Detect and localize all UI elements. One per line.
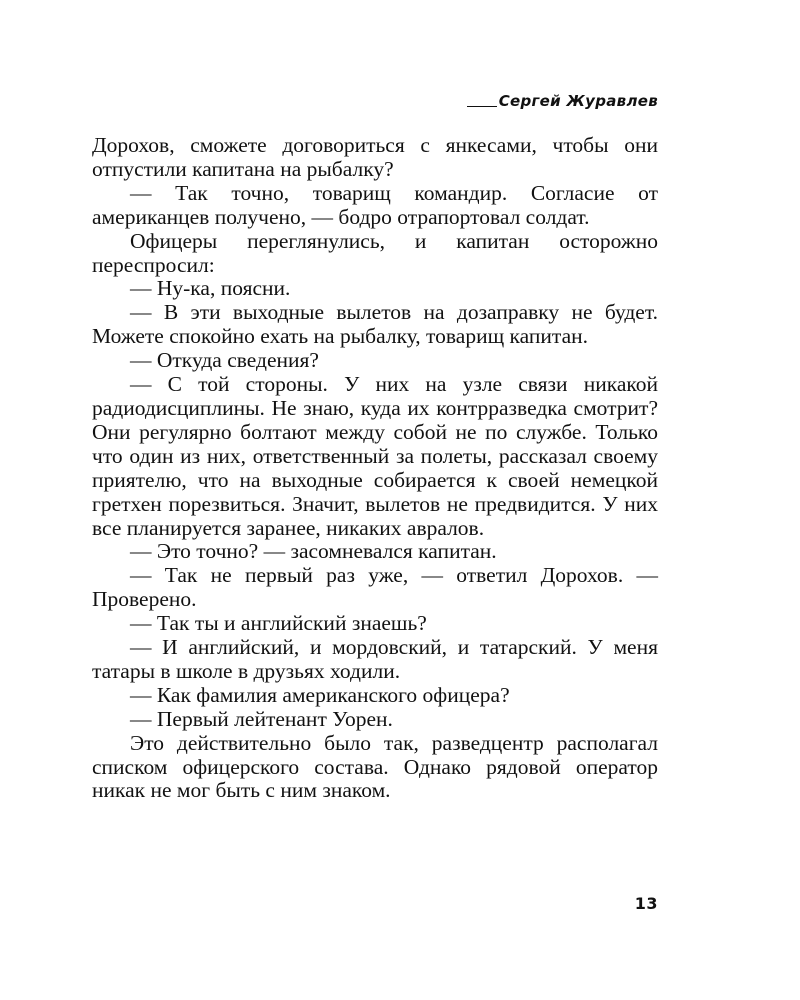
paragraph: — С той стороны. У них на узле связи никакой радиодисциплины. Не знаю, куда их контрразведка смотрит? Они регулярно болтают между собой не по службе. Только что один из них, ответственный за полеты, рассказал своему приятелю, что на выходные собирается к своей немецкой гретхен порезвиться. Значит, вылетов не предвидится. У них все планируется заранее, никаких авралов.	[92, 372, 658, 540]
paragraph-continuation: Дорохов, сможете договориться с янкесами, чтобы они отпустили капитана на рыбалку?	[92, 133, 658, 181]
book-page	[92, 92, 658, 922]
paragraph: — Так не первый раз уже, — ответил Дорохов. — Проверено.	[92, 563, 658, 612]
paragraph: Офицеры переглянулись, и капитан осторожно переспросил:	[92, 228, 658, 277]
running-head-rule	[467, 106, 497, 107]
paragraph: — Это точно? — засомневался капитан.	[130, 539, 497, 564]
paragraph: — Как фамилия американского офицера?	[130, 682, 510, 707]
paragraph: — Так точно, товарищ командир. Согласие от американцев получено, — бодро отрапортовал солдат.	[92, 180, 658, 229]
paragraph: — Откуда сведения?	[130, 348, 319, 373]
paragraph: Это действительно было так, разведцентр располагал списком офицерского состава. Однако рядовой оператор никак не мог быть с ним знаком.	[92, 730, 658, 803]
paragraph: — Ну-ка, поясни.	[130, 276, 291, 301]
paragraph: — И английский, и мордовский, и татарский. У меня татары в школе в друзьях ходили.	[92, 635, 658, 683]
page-number: 13	[634, 894, 658, 913]
paragraph: — Первый лейтенант Уорен.	[130, 706, 393, 731]
running-head	[467, 92, 658, 110]
paragraph: — В эти выходные вылетов на дозаправку не будет. Можете спокойно ехать на рыбалку, товарищ капитан.	[92, 300, 658, 349]
paragraph: — Так ты и английский знаешь?	[130, 611, 427, 636]
body-text	[92, 134, 658, 803]
author-name: Сергей Журавлев	[498, 92, 658, 110]
